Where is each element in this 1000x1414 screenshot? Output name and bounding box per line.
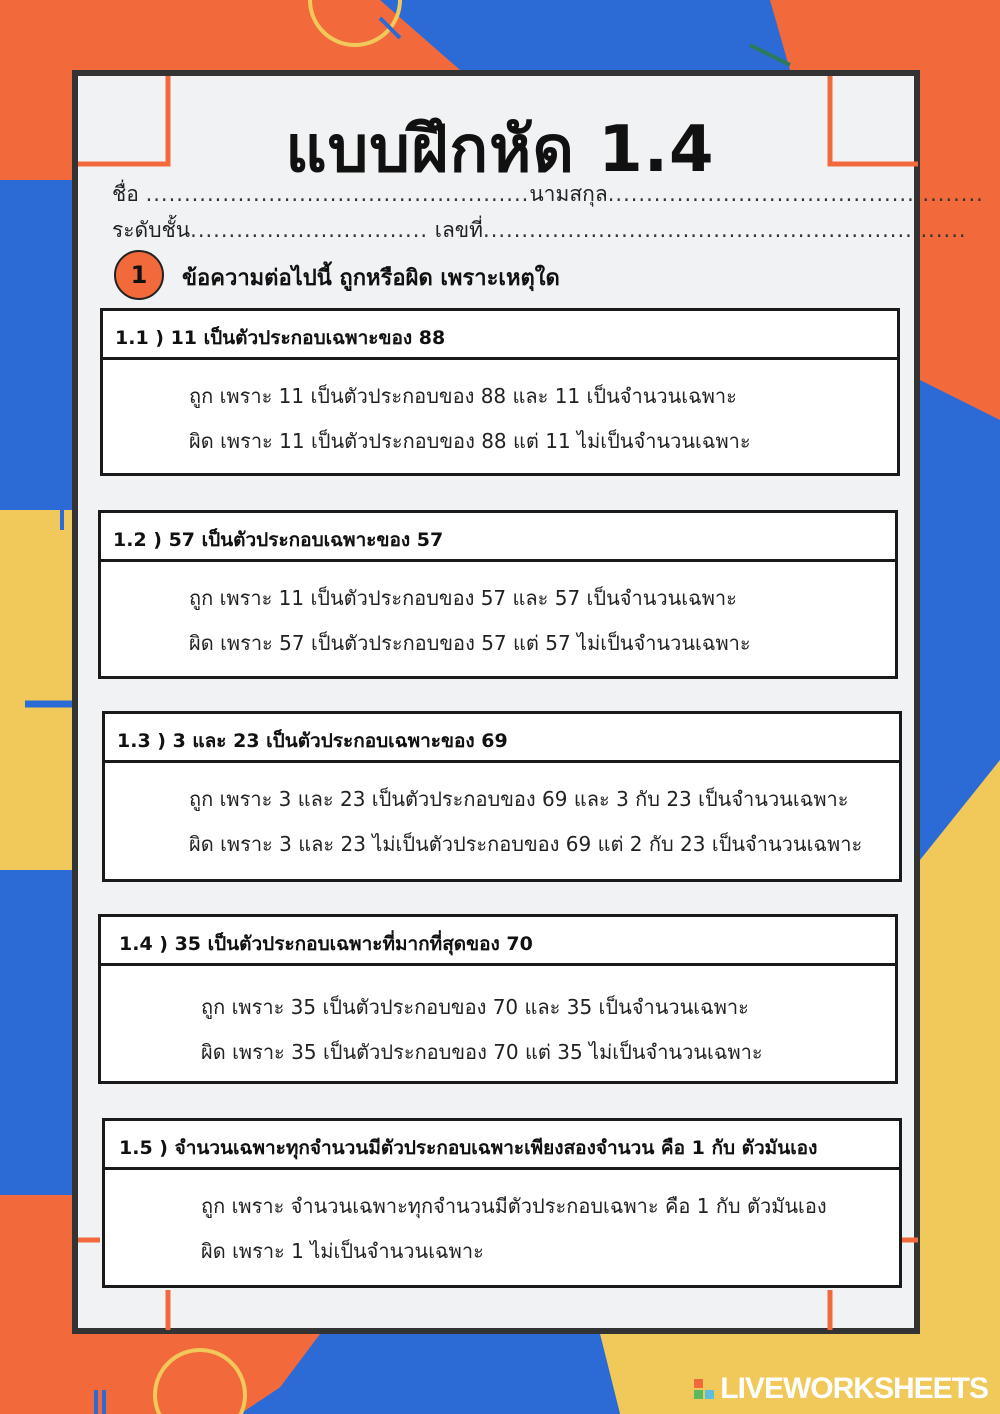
question-instruction: ข้อความต่อไปนี้ ถูกหรือผิด เพราะเหตุใด bbox=[182, 266, 560, 291]
number-label: เลขที่ bbox=[434, 218, 484, 242]
class-line bbox=[112, 214, 967, 247]
question-item bbox=[98, 914, 898, 1084]
question-item bbox=[100, 308, 900, 476]
question-item bbox=[102, 1118, 902, 1288]
option-false[interactable]: ผิด เพราะ 1 ไม่เป็นจำนวนเฉพาะ bbox=[201, 1239, 484, 1263]
option-true[interactable]: ถูก เพราะ 35 เป็นตัวประกอบของ 70 และ 35 เป็นจำนวนเฉพาะ bbox=[201, 995, 749, 1019]
number-field[interactable]: ............................................................... bbox=[483, 218, 967, 242]
option-false[interactable]: ผิด เพราะ 35 เป็นตัวประกอบของ 70 แต่ 35 ไม่เป็นจำนวนเฉพาะ bbox=[201, 1040, 763, 1064]
item-body bbox=[98, 562, 898, 679]
name-label: ชื่อ bbox=[112, 182, 139, 206]
item-header bbox=[98, 510, 898, 562]
name-field[interactable]: .................................................. bbox=[145, 182, 530, 206]
item-label: 1.5 ) จำนวนเฉพาะทุกจำนวนมีตัวประกอบเฉพาะเพียงสองจำนวน คือ 1 กับ ตัวมันเอง bbox=[119, 1137, 818, 1159]
item-header bbox=[98, 914, 898, 966]
item-label: 1.2 ) 57 เป็นตัวประกอบเฉพาะของ 57 bbox=[113, 529, 444, 551]
option-false[interactable]: ผิด เพราะ 3 และ 23 ไม่เป็นตัวประกอบของ 69 แต่ 2 กับ 23 เป็นจำนวนเฉพาะ bbox=[189, 832, 863, 856]
surname-field[interactable]: ................................................. bbox=[607, 182, 984, 206]
item-label: 1.4 ) 35 เป็นตัวประกอบเฉพาะที่มากที่สุดของ 70 bbox=[119, 933, 533, 955]
option-true[interactable]: ถูก เพราะ 11 เป็นตัวประกอบของ 57 และ 57 เป็นจำนวนเฉพาะ bbox=[189, 586, 737, 610]
question-item bbox=[102, 711, 902, 882]
item-label: 1.3 ) 3 และ 23 เป็นตัวประกอบเฉพาะของ 69 bbox=[117, 730, 508, 752]
class-label: ระดับชั้น bbox=[112, 218, 191, 242]
name-line bbox=[112, 178, 984, 211]
item-label: 1.1 ) 11 เป็นตัวประกอบเฉพาะของ 88 bbox=[115, 327, 446, 349]
item-body bbox=[102, 763, 902, 882]
option-true[interactable]: ถูก เพราะ 3 และ 23 เป็นตัวประกอบของ 69 และ 3 กับ 23 เป็นจำนวนเฉพาะ bbox=[189, 787, 849, 811]
item-body bbox=[98, 966, 898, 1084]
item-body bbox=[100, 360, 900, 476]
item-header bbox=[102, 1118, 902, 1170]
option-false[interactable]: ผิด เพราะ 57 เป็นตัวประกอบของ 57 แต่ 57 ไม่เป็นจำนวนเฉพาะ bbox=[189, 631, 751, 655]
item-header bbox=[102, 711, 902, 763]
item-body bbox=[102, 1170, 902, 1288]
option-false[interactable]: ผิด เพราะ 11 เป็นตัวประกอบของ 88 แต่ 11 ไม่เป็นจำนวนเฉพาะ bbox=[189, 429, 751, 453]
page-title: แบบฝึกหัด 1.4 bbox=[285, 113, 715, 187]
question-item bbox=[98, 510, 898, 679]
question-number-badge: 1 bbox=[114, 250, 164, 300]
liveworksheets-logo bbox=[694, 1372, 988, 1406]
class-field[interactable]: ............................... bbox=[190, 218, 429, 242]
option-true[interactable]: ถูก เพราะ 11 เป็นตัวประกอบของ 88 และ 11 เป็นจำนวนเฉพาะ bbox=[189, 384, 737, 408]
option-true[interactable]: ถูก เพราะ จำนวนเฉพาะทุกจำนวนมีตัวประกอบเฉพาะ คือ 1 กับ ตัวมันเอง bbox=[201, 1194, 827, 1218]
liveworksheets-logo-icon bbox=[694, 1379, 714, 1399]
item-header bbox=[100, 308, 900, 360]
brand-text: LIVEWORKSHEETS bbox=[720, 1372, 988, 1405]
surname-label: นามสกุล bbox=[529, 182, 608, 206]
